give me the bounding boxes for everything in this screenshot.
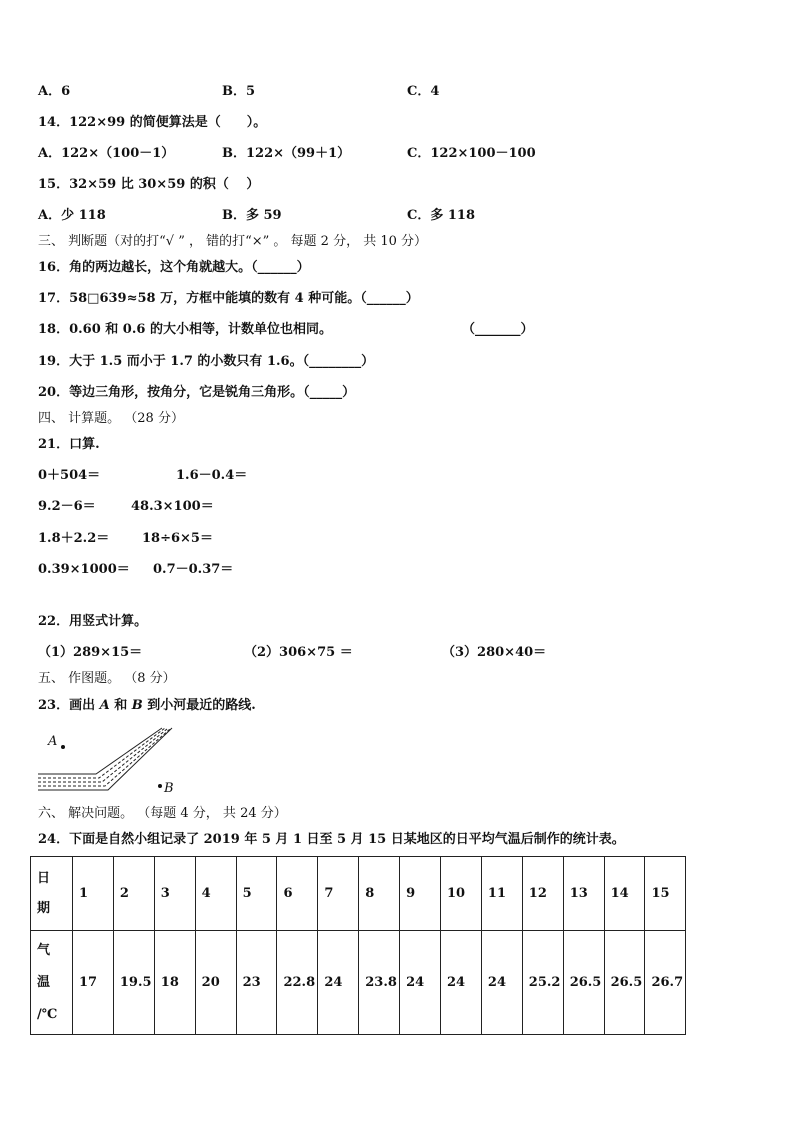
q13-option-a: A．6	[38, 84, 71, 99]
table-cell: 24	[441, 931, 482, 1035]
oral-calc-4b: 0.7－0.37＝	[153, 562, 234, 577]
table-cell: 10	[441, 857, 482, 931]
q23-stem	[38, 697, 256, 715]
table-cell: 23	[236, 931, 277, 1035]
section4-title: 四、 计算题。 （28 分）	[38, 411, 184, 426]
temperature-table	[30, 856, 686, 1035]
row-header-date	[31, 857, 73, 931]
q23-point-b: B	[131, 698, 143, 713]
header-char-1: 日	[37, 870, 51, 886]
table-cell: 24	[318, 931, 359, 1035]
q15-option-c: C．多 118	[407, 208, 476, 223]
table-cell: 13	[563, 857, 604, 931]
table-cell: 11	[481, 857, 522, 931]
header-char-2: 期	[37, 900, 51, 916]
row-header-temperature	[31, 931, 73, 1035]
table-row-date	[31, 857, 686, 931]
table-cell: 25.2	[522, 931, 563, 1035]
table-cell: 6	[277, 857, 318, 931]
table-cell: 22.8	[277, 931, 318, 1035]
table-cell: 24	[481, 931, 522, 1035]
q14-option-c: C．122×100－100	[407, 146, 536, 161]
q20: 20．等边三角形，按角分，它是锐角三角形。（_____）	[38, 385, 356, 400]
oral-calc-4a: 0.39×1000＝	[38, 562, 130, 577]
table-cell: 20	[195, 931, 236, 1035]
oral-calc-1a: 0＋504＝	[38, 468, 101, 483]
oral-calc-2a: 9.2－6＝	[38, 499, 96, 514]
q21-stem: 21．口算.	[38, 437, 100, 452]
table-cell: 8	[359, 857, 400, 931]
q14-option-a: A．122×（100－1）	[38, 146, 175, 161]
table-cell: 4	[195, 857, 236, 931]
table-cell: 7	[318, 857, 359, 931]
q16: 16．角的两边越长，这个角就越大。（______）	[38, 260, 310, 275]
q23-point-a: A	[99, 698, 110, 713]
oral-calc-3b: 18÷6×5＝	[142, 531, 213, 546]
header-unit: /℃	[37, 1006, 58, 1022]
table-cell: 14	[604, 857, 645, 931]
section6-title: 六、 解决问题。 （每题 4 分， 共 24 分）	[38, 806, 287, 821]
oral-calc-3a: 1.8＋2.2＝	[38, 531, 110, 546]
q22-stem: 22．用竖式计算。	[38, 614, 148, 629]
table-cell: 12	[522, 857, 563, 931]
table-cell: 26.7	[645, 931, 686, 1035]
q14-option-b: B．122×（99＋1）	[222, 146, 351, 161]
q23-suffix: 到小河最近的路线.	[142, 698, 256, 713]
vertical-calc-1: （1）289×15＝	[38, 645, 143, 660]
point-a-dot	[61, 745, 65, 749]
table-cell: 26.5	[604, 931, 645, 1035]
table-cell: 17	[73, 931, 114, 1035]
q13-option-c: C．4	[407, 84, 440, 99]
header-char-2: 温	[37, 974, 51, 990]
q15-stem: 15．32×59 比 30×59 的积（ ）	[38, 177, 260, 192]
vertical-calc-2: （2）306×75 ＝	[244, 645, 353, 660]
point-b-dot	[158, 784, 162, 788]
table-cell: 3	[154, 857, 195, 931]
q18-blank: （_______）	[462, 322, 534, 337]
table-cell: 24	[400, 931, 441, 1035]
q24-stem: 24．下面是自然小组记录了 2019 年 5 月 1 日至 5 月 15 日某地区的日平均气温后制作的统计表。	[38, 832, 625, 847]
point-a-label: A	[48, 734, 58, 749]
q15-option-b: B．多 59	[222, 208, 282, 223]
q17: 17．58□639≈58 万，方框中能填的数有 4 种可能。（______）	[38, 291, 419, 306]
section5-title: 五、 作图题。 （8 分）	[38, 671, 176, 686]
section3-title: 三、 判断题（对的打“√ ” ， 错的打“×” 。 每题 2 分， 共 10 分）	[38, 234, 428, 249]
table-cell: 15	[645, 857, 686, 931]
header-char-1: 气	[37, 942, 51, 958]
q19: 19．大于 1.5 而小于 1.7 的小数只有 1.6。（________）	[38, 354, 375, 369]
table-cell: 26.5	[563, 931, 604, 1035]
q14-stem: 14．122×99 的简便算法是（ ）。	[38, 115, 267, 130]
q13-option-b: B．5	[222, 84, 256, 99]
table-cell: 5	[236, 857, 277, 931]
oral-calc-1b: 1.6－0.4＝	[176, 468, 248, 483]
oral-calc-2b: 48.3×100＝	[131, 499, 214, 514]
table-cell: 23.8	[359, 931, 400, 1035]
table-cell: 2	[113, 857, 154, 931]
q18: 18．0.60 和 0.6 的大小相等，计数单位也相同。	[38, 322, 332, 337]
q23-prefix: 23．画出	[38, 698, 100, 713]
vertical-calc-3: （3）280×40＝	[442, 645, 547, 660]
table-cell: 1	[73, 857, 114, 931]
table-cell: 19.5	[113, 931, 154, 1035]
q15-option-a: A．少 118	[38, 208, 106, 223]
q23-mid: 和	[109, 698, 132, 713]
table-cell: 9	[400, 857, 441, 931]
point-b-label: B	[164, 781, 174, 796]
table-cell: 18	[154, 931, 195, 1035]
table-row-temperature	[31, 931, 686, 1035]
